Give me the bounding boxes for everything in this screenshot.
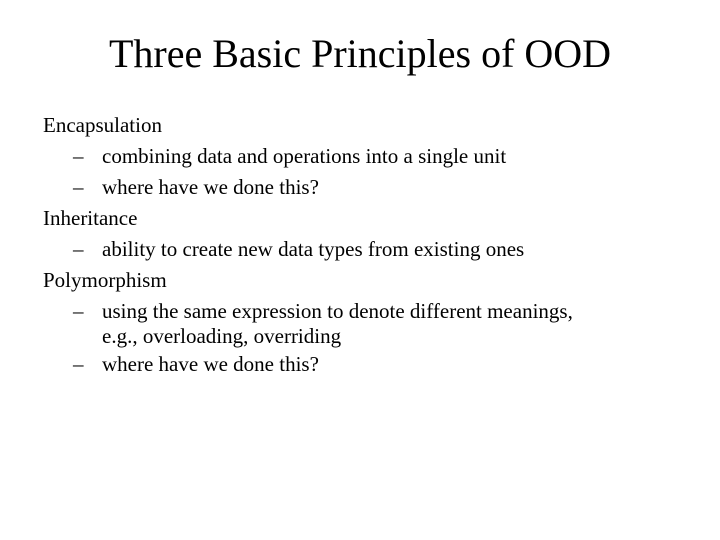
sub-point-text: ability to create new data types from existing ones (102, 237, 525, 261)
sub-point-text: where have we done this? (102, 175, 319, 199)
dash-bullet: – (73, 299, 84, 323)
dash-bullet: – (73, 237, 84, 261)
sub-point-text: where have we done this? (102, 352, 319, 376)
slide-body (43, 110, 683, 380)
slide-title: Three Basic Principles of OOD (108, 31, 612, 76)
sub-point (43, 234, 683, 265)
principle-inheritance: Inheritance (43, 206, 138, 230)
sub-point (43, 296, 683, 349)
sub-point-text: using the same expression to denote different meanings, (102, 299, 573, 323)
dash-bullet: – (73, 352, 84, 376)
sub-point (43, 349, 683, 380)
sub-point-continuation: e.g., overloading, overriding (102, 324, 342, 348)
principle-encapsulation: Encapsulation (43, 113, 162, 137)
principle-polymorphism: Polymorphism (43, 268, 167, 292)
sub-point-text: combining data and operations into a single unit (102, 144, 507, 168)
dash-bullet: – (73, 144, 84, 168)
sub-point (43, 172, 683, 203)
dash-bullet: – (73, 175, 84, 199)
sub-point (43, 141, 683, 172)
